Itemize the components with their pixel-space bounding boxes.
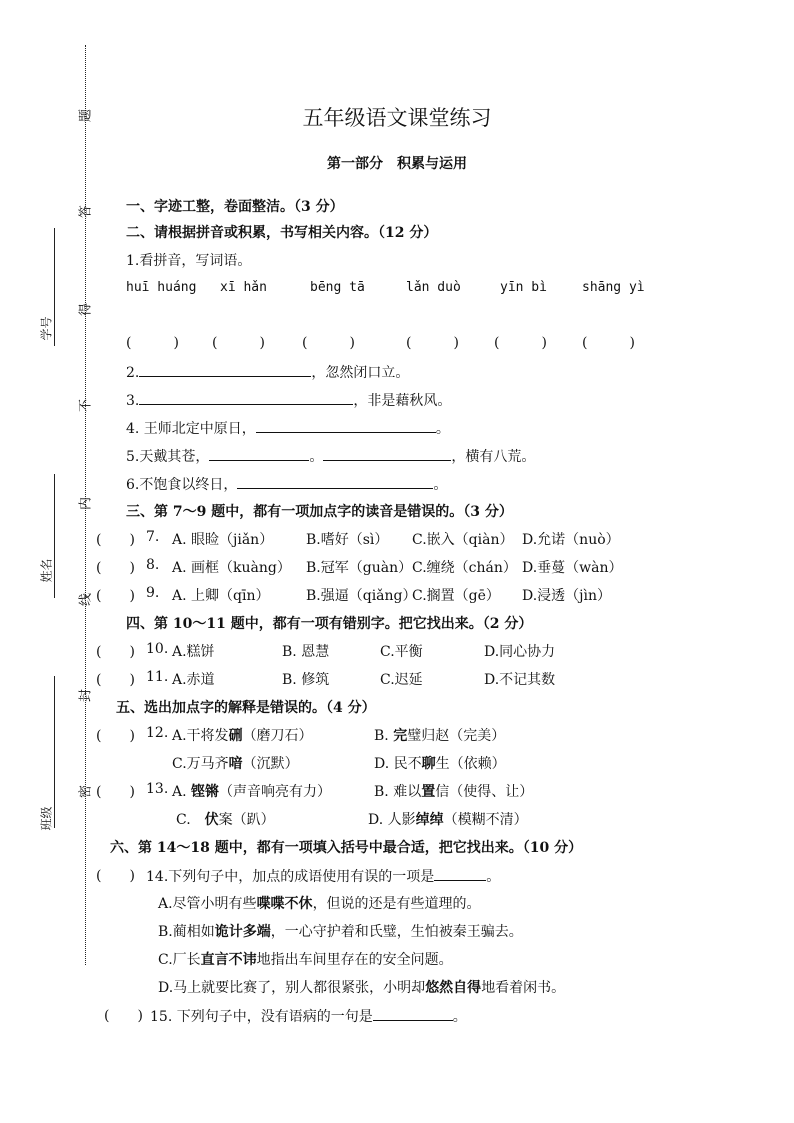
q12-a-dotted-char: 硎 — [228, 728, 243, 744]
q11-paren[interactable]: ( ) — [96, 672, 135, 688]
q14-d-idiom: 悠然自得 — [425, 980, 482, 996]
class-label: 班级 — [39, 806, 54, 831]
q8-option-c: C.缠绕（chán） — [412, 560, 517, 576]
pinyin-2: xī hǎn — [220, 280, 267, 295]
question-2-number: 2. — [126, 365, 140, 381]
q12-a-text: A.干将发 — [172, 728, 229, 744]
q9-option-b: B.强逼（qiǎng） — [306, 588, 417, 604]
pinyin-3: bēng tā — [310, 280, 365, 295]
page-title: 五年级语文课堂练习 — [302, 106, 492, 130]
q14-a-idiom: 喋喋不休 — [256, 896, 313, 912]
q15-paren[interactable]: ( ) — [104, 1008, 143, 1024]
pinyin-5: yīn bì — [500, 280, 547, 295]
q13-b-text: B. 难以 — [374, 784, 422, 800]
q13-option-c — [176, 809, 275, 829]
answer-paren-3[interactable]: ( ) — [302, 335, 355, 351]
q11-number: 11. — [146, 669, 169, 685]
q14-option-b — [158, 921, 523, 941]
q14-c-text: C.厂长 — [158, 952, 201, 968]
q13-b-gloss: 信（使得、让） — [435, 784, 534, 800]
margin-char-5: 内 — [78, 497, 94, 511]
q13-d-gloss: （模糊不清） — [443, 812, 528, 828]
q13-option-b — [374, 781, 533, 801]
q7-paren[interactable]: ( ) — [96, 532, 135, 548]
question-4-text: 4. 王师北定中原日， — [126, 421, 256, 437]
question-3 — [126, 389, 451, 410]
q14-c-idiom: 直言不讳 — [200, 952, 257, 968]
q8-paren[interactable]: ( ) — [96, 560, 135, 576]
q14-option-a — [158, 893, 481, 913]
q14-stem-text: 14.下列句子中，加点的成语使用有误的一项是 — [146, 869, 435, 885]
q13-number: 13. — [146, 781, 169, 797]
question-3-blank[interactable] — [139, 389, 353, 405]
question-5-mid: 。 — [309, 449, 324, 465]
q12-b-text: 璧归赵（完美） — [407, 728, 506, 744]
question-6-end: 。 — [433, 477, 448, 493]
q14-a-rest: ，但说的还是有些道理的。 — [312, 896, 481, 912]
section-4-heading: 四、第 10～11 题中，都有一项有错别字。把它找出来。（2 分） — [126, 616, 533, 632]
q12-b-label: B. — [374, 728, 389, 744]
q14-stem-end: 。 — [486, 869, 501, 885]
q11-option-d: D.不记其数 — [484, 672, 556, 688]
q13-c-gloss: 案（趴） — [218, 812, 275, 828]
q14-option-d — [158, 977, 565, 997]
q12-d-text: D. 民不 — [374, 756, 422, 772]
section-3-heading: 三、第 7～9 题中，都有一项加点字的读音是错误的。（3 分） — [126, 504, 513, 520]
margin-char-2: 答 — [78, 205, 94, 219]
q12-option-b — [374, 725, 505, 745]
answer-paren-6[interactable]: ( ) — [582, 335, 635, 351]
q14-b-rest: ，一心守护着和氏璧，生怕被秦王骗去。 — [270, 924, 523, 940]
q12-d-dotted-char: 聊 — [421, 756, 436, 772]
question-2-text: ，忽然闭口立。 — [311, 365, 410, 381]
q13-d-text: D. 人影 — [368, 812, 416, 828]
q13-option-d — [368, 809, 528, 829]
q14-paren[interactable]: ( ) — [96, 868, 135, 884]
q9-option-a: A. 上卿（qīn） — [172, 588, 270, 604]
question-2-blank[interactable] — [139, 361, 311, 377]
question-3-number: 3. — [126, 393, 140, 409]
section-5-heading: 五、选出加点字的解释是错误的。（4 分） — [116, 700, 376, 716]
q12-a-gloss: （磨刀石） — [242, 728, 313, 744]
q14-d-text: D.马上就要比赛了，别人都很紧张，小明却 — [158, 980, 426, 996]
q14-blank[interactable] — [434, 865, 486, 881]
q14-d-rest: 地看着闲书。 — [481, 980, 566, 996]
margin-char-4: 不 — [78, 399, 94, 413]
pinyin-6: shāng yì — [582, 280, 645, 295]
class-line — [54, 676, 55, 828]
name-label: 姓名 — [39, 558, 54, 583]
question-6-text: 6.不饱食以终日， — [126, 477, 238, 493]
question-6-blank[interactable] — [237, 473, 433, 489]
q13-b-dotted-char: 置 — [421, 784, 436, 800]
q13-a-label: A. — [172, 784, 187, 800]
q13-a-dotted-word: 铿锵 — [191, 784, 220, 800]
q8-option-a: A. 画框（kuàng） — [172, 560, 291, 576]
q14-c-rest: 地指出车间里存在的安全问题。 — [256, 952, 453, 968]
q14-option-c — [158, 949, 453, 969]
question-5-text: 5.天戴其苍， — [126, 449, 210, 465]
q12-c-gloss: （沉默） — [242, 756, 299, 772]
question-4-end: 。 — [435, 421, 450, 437]
q9-paren[interactable]: ( ) — [96, 588, 135, 604]
q12-b-dotted-char: 完 — [393, 728, 408, 744]
q13-option-a — [172, 781, 331, 801]
part-subtitle: 第一部分 积累与运用 — [327, 156, 467, 172]
answer-paren-2[interactable]: ( ) — [212, 335, 265, 351]
q13-c-label: C. — [176, 812, 191, 828]
pinyin-1: huī huáng — [126, 280, 197, 295]
margin-char-6: 线 — [78, 593, 94, 607]
q7-option-b: B.嗜好（sì） — [306, 532, 389, 548]
q10-option-b: B. 恩慧 — [282, 644, 330, 660]
q11-option-c: C.迟延 — [380, 672, 423, 688]
q9-number: 9. — [146, 585, 160, 601]
q15-stem-text: 15. 下列句子中，没有语病的一句是 — [150, 1009, 373, 1025]
question-5-blank-1[interactable] — [209, 445, 309, 461]
margin-char-7: 封 — [78, 689, 94, 703]
question-4 — [126, 417, 450, 438]
q7-option-c: C.嵌入（qiàn） — [412, 532, 514, 548]
pinyin-4: lǎn duò — [406, 280, 461, 295]
q15-blank[interactable] — [373, 1005, 453, 1021]
section-6-heading: 六、第 14～18 题中，都有一项填入括号中最合适，把它找出来。（10 分） — [110, 840, 583, 856]
q14-stem — [146, 865, 500, 886]
question-5-end: ，横有八荒。 — [451, 449, 536, 465]
question-4-blank[interactable] — [256, 417, 436, 433]
question-2 — [126, 361, 409, 382]
q12-paren[interactable]: ( ) — [96, 728, 135, 744]
q10-option-d: D.同心协力 — [484, 644, 556, 660]
name-line — [54, 474, 55, 598]
margin-char-8: 密 — [78, 785, 94, 799]
answer-paren-1[interactable]: ( ) — [126, 335, 179, 351]
q15-stem-end: 。 — [452, 1009, 467, 1025]
q8-option-b: B.冠军（guàn） — [306, 560, 413, 576]
question-3-text: ，非是藉秋风。 — [353, 393, 452, 409]
q12-option-a — [172, 725, 313, 745]
q10-number: 10. — [146, 641, 169, 657]
question-1: 1.看拼音，写词语。 — [126, 253, 252, 269]
q14-b-idiom: 诡计多端 — [214, 924, 271, 940]
q12-number: 12. — [146, 725, 169, 741]
question-6 — [126, 473, 447, 494]
q13-a-gloss: （声音响亮有力） — [219, 784, 332, 800]
student-no-line — [54, 228, 55, 346]
q14-b-text: B.蔺相如 — [158, 924, 215, 940]
q7-option-a: A. 眼睑（jiǎn） — [172, 532, 274, 548]
question-5-blank-2[interactable] — [323, 445, 451, 461]
q15-stem — [150, 1005, 467, 1026]
section-1-heading: 一、字迹工整，卷面整洁。（3 分） — [126, 199, 344, 215]
q9-option-c: C.搁置（gē） — [412, 588, 500, 604]
q11-option-b: B. 修筑 — [282, 672, 330, 688]
q10-option-a: A.糕饼 — [172, 644, 215, 660]
question-5 — [126, 445, 535, 466]
q12-option-d — [374, 753, 506, 773]
q12-option-c — [172, 753, 299, 773]
q9-option-d: D.浸透（jìn） — [522, 588, 612, 604]
answer-paren-4[interactable]: ( ) — [406, 335, 459, 351]
q11-option-a: A.赤道 — [172, 672, 215, 688]
q10-option-c: C.平衡 — [380, 644, 423, 660]
q7-option-d: D.允诺（nuò） — [522, 532, 620, 548]
section-2-heading: 二、请根据拼音或积累，书写相关内容。（12 分） — [126, 225, 438, 241]
answer-paren-5[interactable]: ( ) — [494, 335, 547, 351]
q13-paren[interactable]: ( ) — [96, 784, 135, 800]
q8-number: 8. — [146, 557, 160, 573]
q8-option-d: D.垂蔓（wàn） — [522, 560, 623, 576]
q12-d-gloss: 生（依赖） — [435, 756, 506, 772]
margin-char-1: 题 — [78, 109, 94, 123]
q13-d-dotted-word: 绰绰 — [415, 812, 444, 828]
q7-number: 7. — [146, 529, 160, 545]
q12-c-text: C.万马齐 — [172, 756, 229, 772]
q14-a-text: A.尽管小明有些 — [158, 896, 257, 912]
q13-c-dotted-char: 伏 — [204, 812, 219, 828]
q10-paren[interactable]: ( ) — [96, 644, 135, 660]
q12-c-dotted-char: 喑 — [228, 756, 243, 772]
student-no-label: 学号 — [39, 316, 54, 341]
margin-char-3: 得 — [78, 303, 94, 317]
